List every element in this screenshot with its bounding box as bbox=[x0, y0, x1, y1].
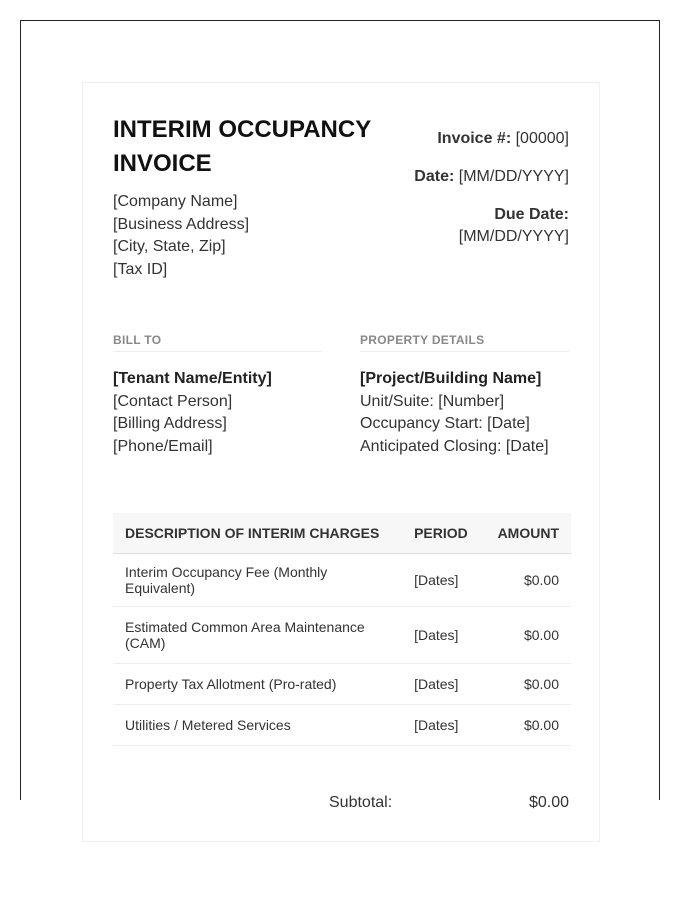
amount-header: AMOUNT bbox=[486, 513, 571, 554]
table-row bbox=[113, 705, 571, 746]
subtotal-value: $0.00 bbox=[528, 794, 569, 811]
table-row bbox=[113, 607, 571, 664]
tenant-name: [Tenant Name/Entity] bbox=[113, 370, 272, 387]
period-header: PERIOD bbox=[402, 513, 486, 554]
charge-amount: $0.00 bbox=[486, 705, 571, 746]
table-row bbox=[113, 554, 571, 607]
charge-period: [Dates] bbox=[402, 607, 486, 664]
charges-table bbox=[113, 513, 571, 746]
anticipated-closing: Anticipated Closing: [Date] bbox=[360, 437, 549, 455]
invoice-title: INTERIM OCCUPANCY INVOICE bbox=[113, 116, 371, 177]
billing-address: [Billing Address] bbox=[113, 415, 227, 432]
invoice-number: [00000] bbox=[515, 130, 569, 147]
subtotal-row bbox=[113, 794, 569, 812]
table-header-row bbox=[113, 513, 571, 554]
invoice-date-row bbox=[383, 166, 569, 188]
project-name: [Project/Building Name] bbox=[360, 370, 542, 387]
occupancy-start: Occupancy Start: [Date] bbox=[360, 415, 530, 432]
due-date: [MM/DD/YYYY] bbox=[458, 228, 569, 245]
subtotal-label: Subtotal: bbox=[329, 794, 393, 811]
company-city: [City, State, Zip] bbox=[113, 238, 226, 255]
charge-description: Property Tax Allotment (Pro-rated) bbox=[113, 664, 402, 705]
invoice-date: [MM/DD/YYYY] bbox=[458, 168, 569, 185]
charge-amount: $0.00 bbox=[486, 664, 571, 705]
company-info bbox=[113, 191, 383, 281]
charge-period: [Dates] bbox=[402, 554, 486, 607]
charge-amount: $0.00 bbox=[486, 607, 571, 664]
charge-description: Estimated Common Area Maintenance (CAM) bbox=[113, 607, 402, 664]
company-tax-id: [Tax ID] bbox=[113, 260, 168, 278]
description-header: DESCRIPTION OF INTERIM CHARGES bbox=[113, 513, 402, 554]
parties-section bbox=[113, 333, 569, 458]
charge-period: [Dates] bbox=[402, 664, 486, 705]
unit-suite: Unit/Suite: [Number] bbox=[360, 392, 505, 410]
due-date-row bbox=[383, 204, 569, 248]
company-address: [Business Address] bbox=[113, 215, 250, 233]
company-block bbox=[113, 113, 383, 281]
charge-description: Interim Occupancy Fee (Monthly Equivalent) bbox=[113, 554, 402, 607]
charge-amount: $0.00 bbox=[486, 554, 571, 607]
invoice-number-row bbox=[383, 128, 569, 150]
invoice-number-label: Invoice #: bbox=[437, 130, 512, 147]
bill-to-label: BILL TO bbox=[113, 333, 322, 352]
due-date-label: Due Date: bbox=[494, 206, 569, 223]
charge-period: [Dates] bbox=[402, 705, 486, 746]
page-frame bbox=[20, 20, 660, 811]
contact-person: [Contact Person] bbox=[113, 392, 233, 410]
table-row bbox=[113, 664, 571, 705]
bill-to-block bbox=[113, 333, 322, 458]
property-details-label: PROPERTY DETAILS bbox=[360, 333, 569, 352]
invoice-meta bbox=[383, 113, 569, 281]
property-details-block bbox=[360, 333, 569, 458]
charge-description: Utilities / Metered Services bbox=[113, 705, 402, 746]
phone-email: [Phone/Email] bbox=[113, 437, 213, 455]
company-name: [Company Name] bbox=[113, 193, 238, 210]
invoice-date-label: Date: bbox=[414, 168, 455, 185]
invoice-sheet bbox=[82, 82, 600, 842]
invoice-header bbox=[113, 113, 569, 281]
